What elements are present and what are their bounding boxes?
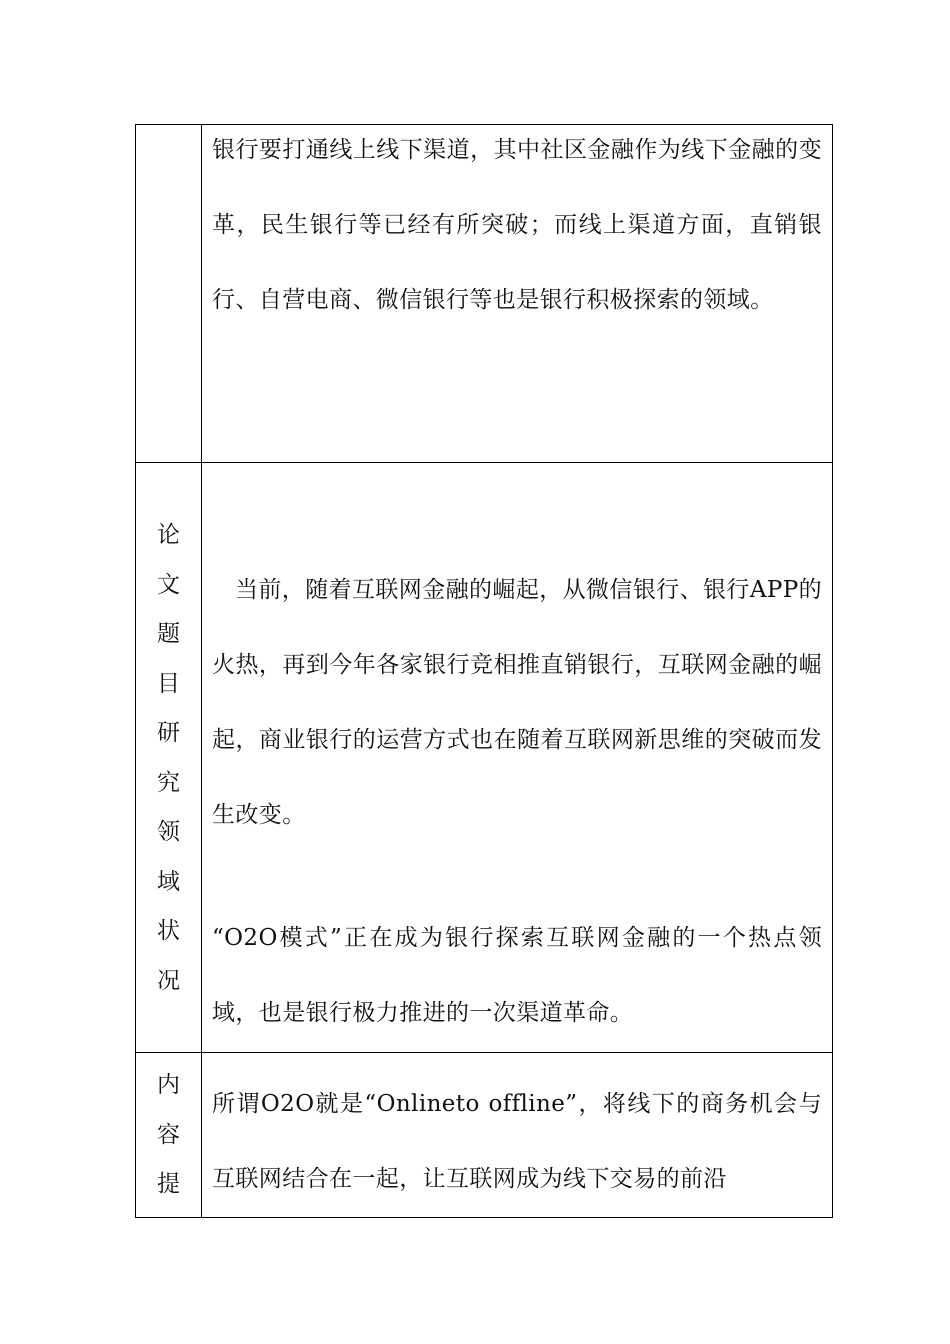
document-table [135, 124, 833, 1218]
row-label-cell [136, 463, 202, 1053]
row-label-cell [136, 1053, 202, 1218]
row-content-cell [202, 463, 833, 1053]
table-row [136, 1053, 833, 1218]
row-label-content: 内容提 [157, 1072, 180, 1197]
paragraph: 银行要打通线上线下渠道，其中社区金融作为线下金融的变革，民生银行等已经有所突破；而线上渠道方面，直销银行、自营电商、微信银行等也是银行积极探索的领域。 [212, 137, 822, 313]
table-row [136, 463, 833, 1053]
row-label-research-status: 论文题目研究领域状况 [157, 522, 180, 994]
table-row [136, 125, 833, 463]
row-content-cell [202, 125, 833, 463]
paragraph: 当前，随着互联网金融的崛起，从微信银行、银行APP的火热，再到今年各家银行竞相推直销银行，互联网金融的崛起，商业银行的运营方式也在随着互联网新思维的突破而发生改变。 [212, 577, 822, 828]
row-label-cell [136, 125, 202, 463]
paragraph: “O2O模式”正在成为银行探索互联网金融的一个热点领域，也是银行极力推进的一次渠道革命。 [212, 925, 822, 1026]
paragraph: 所谓O2O就是“Onlineto offline”，将线下的商务机会与互联网结合在一起，让互联网成为线下交易的前沿 [212, 1091, 822, 1192]
row-content-cell [202, 1053, 833, 1218]
